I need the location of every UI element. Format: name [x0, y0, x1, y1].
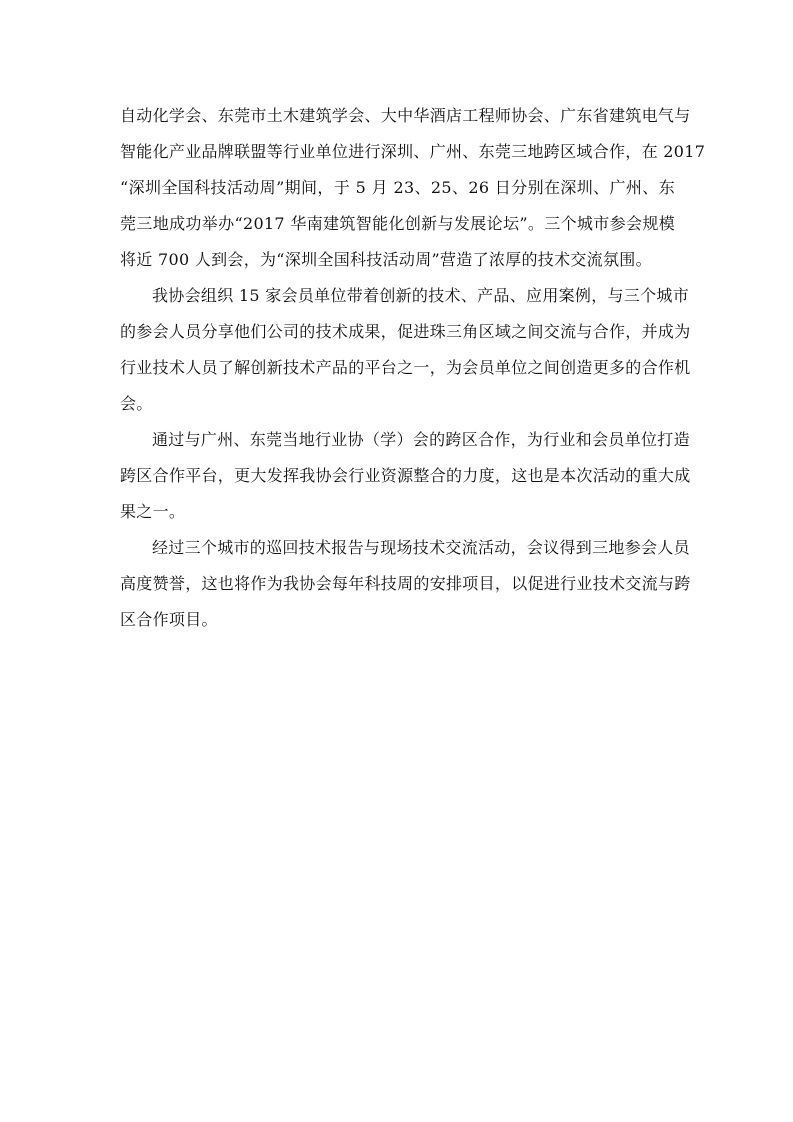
paragraph-line: 高度赞誉，这也将作为我协会每年科技周的安排项目，以促进行业技术交流与跨	[120, 574, 691, 593]
paragraph-1	[120, 98, 706, 278]
paragraph-line: 跨区合作平台，更大发挥我协会行业资源整合的力度，这也是本次活动的重大成	[120, 466, 691, 485]
paragraph-3	[120, 422, 691, 530]
paragraph-line: 行业技术人员了解创新技术产品的平台之一，为会员单位之间创造更多的合作机	[120, 358, 691, 377]
paragraph-4	[120, 530, 691, 638]
paragraph-line: 的参会人员分享他们公司的技术成果，促进珠三角区域之间交流与合作，并成为	[120, 322, 691, 341]
paragraph-2	[120, 278, 691, 422]
paragraph-line: 经过三个城市的巡回技术报告与现场技术交流活动，会议得到三地参会人员	[152, 538, 690, 557]
paragraph-line: 果之一。	[120, 502, 186, 521]
paragraph-line: 将近 700 人到会，为“深圳全国科技活动周”营造了浓厚的技术交流氛围。	[120, 250, 652, 269]
paragraph-line: 区合作项目。	[120, 610, 218, 629]
paragraph-line: 莞三地成功举办“2017 华南建筑智能化创新与发展论坛”。三个城市参会规模	[120, 214, 675, 233]
paragraph-line: 自动化学会、东莞市土木建筑学会、大中华酒店工程师协会、广东省建筑电气与	[120, 106, 691, 125]
paragraph-line: “深圳全国科技活动周”期间，于 5 月 23、25、26 日分别在深圳、广州、东	[120, 178, 675, 197]
paragraph-line: 通过与广州、东莞当地行业协（学）会的跨区合作，为行业和会员单位打造	[152, 430, 690, 449]
paragraph-line: 我协会组织 15 家会员单位带着创新的技术、产品、应用案例，与三个城市	[152, 286, 690, 305]
document-body	[120, 98, 706, 638]
paragraph-line: 智能化产业品牌联盟等行业单位进行深圳、广州、东莞三地跨区域合作，在 2017	[120, 142, 706, 161]
paragraph-line: 会。	[120, 394, 153, 413]
